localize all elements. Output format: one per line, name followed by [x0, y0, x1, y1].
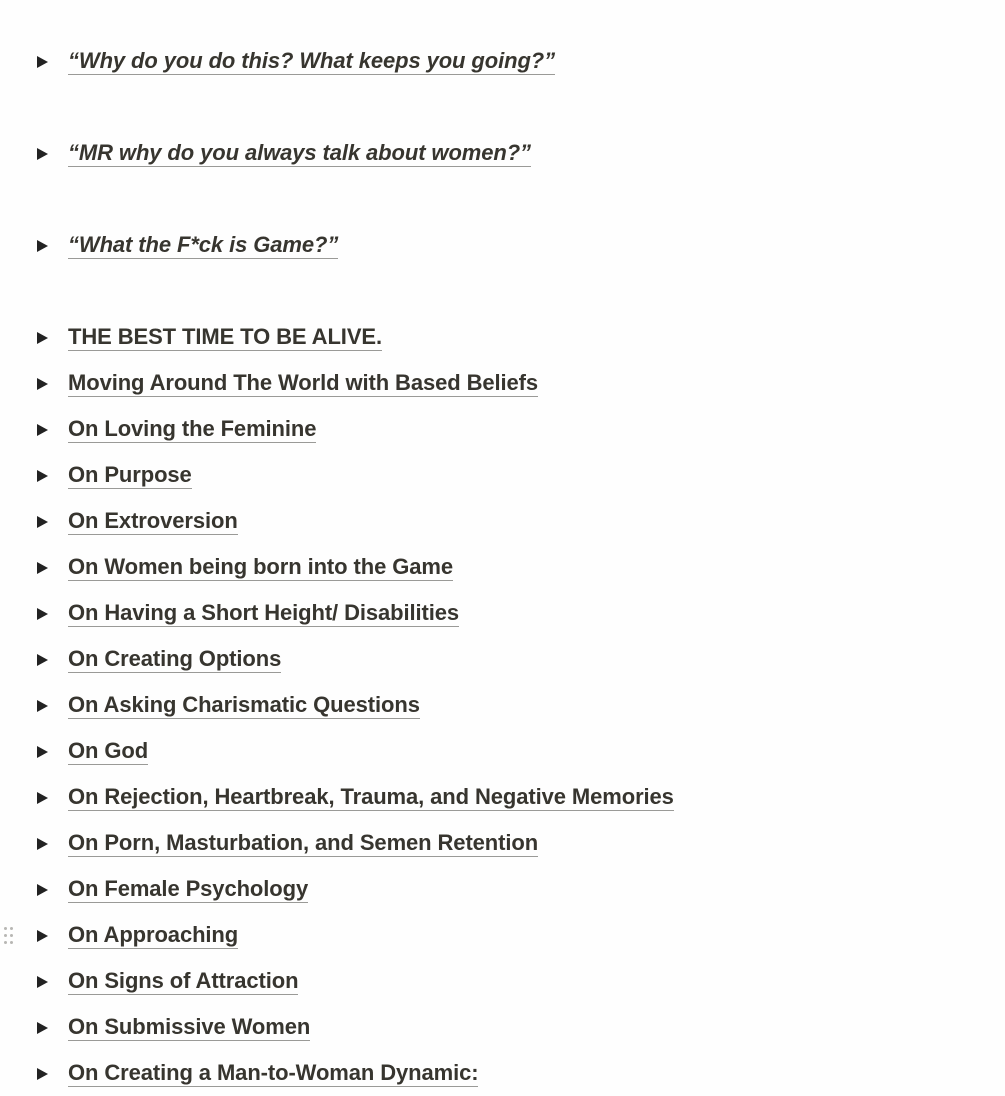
toggle-arrow-icon[interactable] [37, 148, 48, 160]
toggle-block [0, 1056, 1005, 1096]
toggle-arrow-icon[interactable] [37, 240, 48, 252]
toggle-arrow-icon[interactable] [37, 378, 48, 390]
toggle-arrow-icon[interactable] [37, 838, 48, 850]
toggle-title[interactable]: On God [68, 738, 149, 763]
toggle-block [0, 320, 1005, 360]
toggle-block [0, 366, 1005, 406]
toggle-title[interactable]: On Submissive Women [68, 1014, 311, 1039]
toggle-arrow-icon[interactable] [37, 792, 48, 804]
toggle-arrow-icon[interactable] [37, 56, 48, 68]
toggle-title[interactable]: On Approaching [68, 922, 239, 947]
toggle-title[interactable]: On Creating a Man-to-Woman Dynamic: [68, 1060, 479, 1085]
toggle-arrow-icon[interactable] [37, 332, 48, 344]
toggle-title[interactable]: On Signs of Attraction [68, 968, 299, 993]
toggle-title[interactable]: “MR why do you always talk about women?” [68, 140, 531, 165]
toggle-block [0, 44, 1005, 84]
toggle-arrow-icon[interactable] [37, 746, 48, 758]
toggle-arrow-icon[interactable] [37, 654, 48, 666]
toggle-title[interactable]: On Purpose [68, 462, 192, 487]
toggle-title[interactable]: On Rejection, Heartbreak, Trauma, and Negative Memories [68, 784, 674, 809]
toggle-title[interactable]: Moving Around The World with Based Beliefs [68, 370, 539, 395]
toggle-block [0, 826, 1005, 866]
toggle-arrow-icon[interactable] [37, 976, 48, 988]
toggle-block [0, 872, 1005, 912]
toggle-arrow-icon[interactable] [37, 1068, 48, 1080]
toggle-block [0, 964, 1005, 1004]
toggle-arrow-icon[interactable] [37, 1022, 48, 1034]
toggle-block [0, 228, 1005, 268]
toggle-title[interactable]: “Why do you do this? What keeps you going?” [68, 48, 556, 73]
toggle-block [0, 550, 1005, 590]
toggle-title[interactable]: On Female Psychology [68, 876, 309, 901]
toggle-arrow-icon[interactable] [37, 424, 48, 436]
toggle-title[interactable]: THE BEST TIME TO BE ALIVE. [68, 324, 382, 349]
toggle-title[interactable]: On Having a Short Height/ Disabilities [68, 600, 460, 625]
toggle-title[interactable]: On Women being born into the Game [68, 554, 453, 579]
toggle-block [0, 734, 1005, 774]
toggle-arrow-icon[interactable] [37, 884, 48, 896]
toggle-title[interactable]: On Extroversion [68, 508, 238, 533]
toggle-arrow-icon[interactable] [37, 608, 48, 620]
toggle-arrow-icon[interactable] [37, 470, 48, 482]
toggle-arrow-icon[interactable] [37, 516, 48, 528]
toggle-block [0, 458, 1005, 498]
toggle-arrow-icon[interactable] [37, 930, 48, 942]
toggle-title[interactable]: On Creating Options [68, 646, 282, 671]
toggle-block [0, 136, 1005, 176]
toggle-block [0, 1010, 1005, 1050]
toggle-title[interactable]: On Loving the Feminine [68, 416, 317, 441]
toggle-block [0, 918, 1005, 958]
toggle-block [0, 688, 1005, 728]
drag-handle-icon[interactable] [2, 925, 14, 947]
toggle-block [0, 596, 1005, 636]
toggle-block [0, 780, 1005, 820]
toggle-block [0, 642, 1005, 682]
toggle-block [0, 412, 1005, 452]
toggle-title[interactable]: “What the F*ck is Game?” [68, 232, 339, 257]
toggle-title[interactable]: On Porn, Masturbation, and Semen Retention [68, 830, 539, 855]
toggle-arrow-icon[interactable] [37, 700, 48, 712]
toggle-title[interactable]: On Asking Charismatic Questions [68, 692, 420, 717]
toggle-arrow-icon[interactable] [37, 562, 48, 574]
toggle-block [0, 504, 1005, 544]
